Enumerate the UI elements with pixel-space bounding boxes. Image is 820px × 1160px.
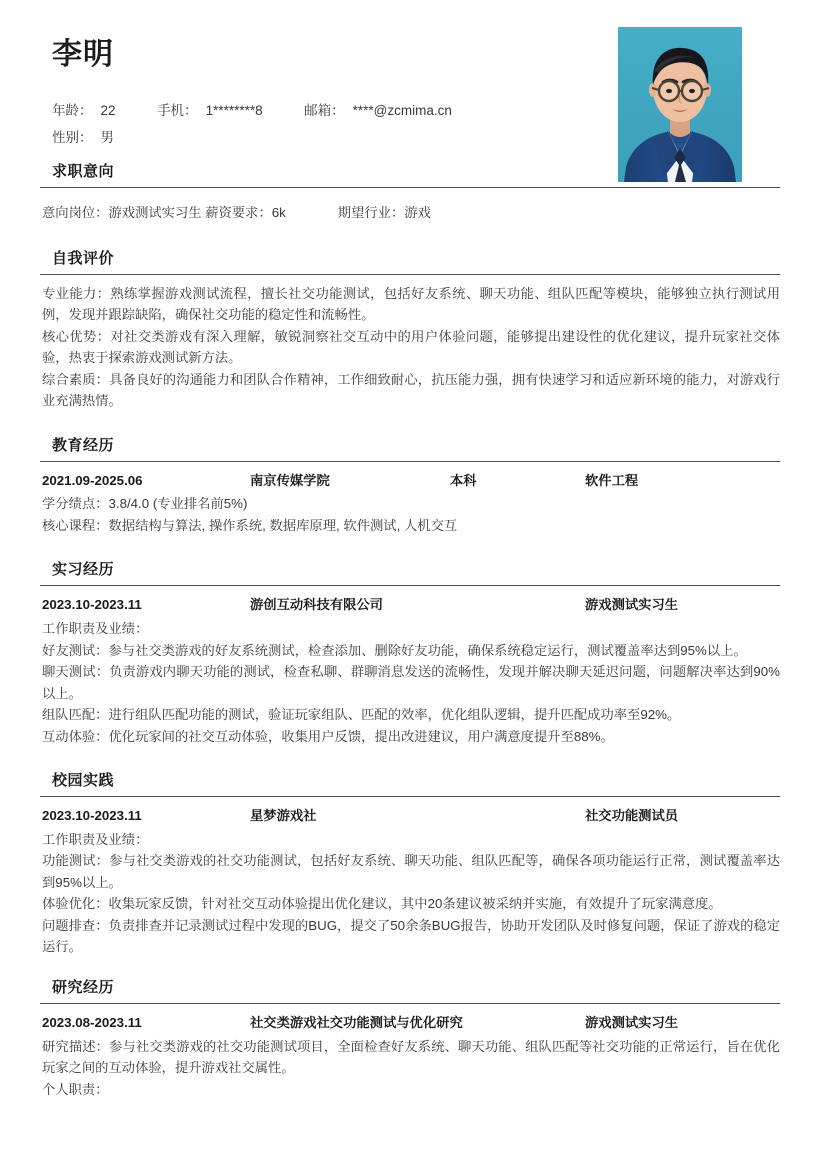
section-body-internship [40,594,780,767]
internship-row [42,594,780,617]
job-intent-left: 意向岗位：游戏测试实习生 薪资要求：6k [42,205,286,220]
section-divider [40,585,780,586]
campus-bullet: 问题排查：负责排查并记录测试过程中发现的BUG，提交了50余条BUG报告，协助开发团队及时修复问题，保证了游戏的稳定运行。 [42,917,780,955]
section-research [40,976,780,1100]
campus-organization: 星梦游戏社 [250,808,317,824]
gender-field [52,124,114,151]
age-field [52,97,116,124]
resume-header [40,0,780,158]
internship-bullet: 聊天测试：负责游戏内聊天功能的测试，检查私聊、群聊消息发送的流畅性，发现并解决聊天延迟问题，问题解决率达到90%以上。 [42,664,780,701]
spacer [42,536,780,556]
research-project: 社交类游戏社交功能测试与优化研究 [250,1015,463,1030]
job-intent-row [42,202,780,225]
portrait-photo [618,27,742,182]
job-intent-right: 期望行业：游戏 [337,205,431,220]
section-title-campus-practice: 校园实践 [52,772,115,790]
education-date: 2021.09-2025.06 [42,472,143,488]
internship-bullet: 组队匹配：进行组队匹配功能的测试，验证玩家组队、匹配的效率，优化组队逻辑，提升匹配成功率至92%。 [42,707,681,723]
gender-value: 男 [100,130,114,145]
campus-bullet: 功能测试：参与社交类游戏的社交功能测试，包括好友系统、聊天功能、组队匹配等，确保各项功能运行正常，测试覆盖率达到95%以上。 [42,853,780,890]
education-school: 南京传媒学院 [250,472,330,488]
section-divider [40,461,780,462]
internship-company: 游创互动科技有限公司 [250,597,383,613]
research-row [42,1012,780,1035]
section-title-job-intent: 求职意向 [52,163,115,180]
internship-date: 2023.10-2023.11 [42,597,142,613]
campus-row [42,805,780,828]
section-body-research [40,1012,780,1100]
email-field [304,97,452,124]
section-body-campus-practice [40,805,780,974]
research-date: 2023.08-2023.11 [42,1015,142,1030]
section-title-self-evaluation: 自我评价 [52,249,115,267]
spacer [42,412,780,432]
campus-subheading: 工作职责及业绩： [42,831,149,847]
campus-role: 社交功能测试员 [585,808,679,824]
spacer [42,225,780,245]
section-divider [40,274,780,275]
section-self-evaluation [40,247,780,432]
section-title-education: 教育经历 [52,436,115,454]
campus-date: 2023.10-2023.11 [42,808,142,824]
phone-value: 1********8 [205,103,263,118]
age-label: 年龄： [52,103,93,118]
page-title: 李明 [52,38,114,71]
section-body-self-evaluation [40,283,780,432]
phone-label: 手机： [157,103,198,118]
self-evaluation-paragraph: 综合素质：具备良好的沟通能力和团队合作精神，工作细致耐心，抗压能力强，拥有快速学习和适应新环境的能力，对游戏行业充满热情。 [42,371,780,409]
section-divider [40,187,780,188]
email-label: 邮箱： [304,103,345,118]
education-degree: 本科 [450,472,477,488]
phone-field [157,97,263,124]
section-title-internship: 实习经历 [52,561,115,579]
self-evaluation-paragraph: 核心优势：对社交类游戏有深入理解，敏锐洞察社交互动中的用户体验问题，能够提出建设性的优化建议，提升玩家社交体验，热衷于探索游戏测试新方法。 [42,328,780,366]
age-value: 22 [100,103,116,118]
section-campus-practice [40,769,780,974]
email-value: ****@zcmima.cn [352,103,452,118]
education-major: 软件工程 [585,472,639,488]
education-detail: 学分绩点：3.8/4.0 (专业排名前5%) [42,496,248,512]
section-divider [40,796,780,797]
section-body-job-intent [40,196,780,245]
section-title-research: 研究经历 [52,979,115,996]
research-duties-heading: 个人职责： [42,1081,109,1097]
spacer [42,747,780,767]
section-education [40,434,780,557]
section-internship [40,558,780,767]
internship-bullet: 互动体验：优化玩家间的社交互动体验，收集用户反馈，提出改进建议，用户满意度提升至88%。 [42,728,614,744]
research-description: 研究描述：参与社交类游戏的社交功能测试项目，全面检查好友系统、聊天功能、组队匹配等社交功能的正常运行，旨在优化玩家之间的互动体验，提升游戏社交属性。 [42,1038,780,1076]
research-role: 游戏测试实习生 [585,1015,679,1030]
education-row [42,470,780,493]
gender-label: 性别： [52,130,93,145]
campus-bullet: 体验优化：收集玩家反馈，针对社交互动体验提出优化建议，其中20条建议被采纳并实施，有效提升了玩家满意度。 [42,896,722,912]
education-detail: 核心课程：数据结构与算法, 操作系统, 数据库原理, 软件测试, 人机交互 [42,517,458,533]
spacer [42,958,780,974]
internship-subheading: 工作职责及业绩： [42,621,149,637]
internship-bullet: 好友测试：参与社交类游戏的好友系统测试，检查添加、删除好友功能，确保系统稳定运行，测试覆盖率达到95%以上。 [42,642,747,658]
internship-role: 游戏测试实习生 [585,597,679,613]
section-divider [40,1003,780,1004]
section-body-education [40,470,780,557]
self-evaluation-paragraph: 专业能力：熟练掌握游戏测试流程，擅长社交功能测试，包括好友系统、聊天功能、组队匹配等模块，能够独立执行测试用例，发现并跟踪缺陷，确保社交功能的稳定性和流畅性。 [42,285,780,323]
